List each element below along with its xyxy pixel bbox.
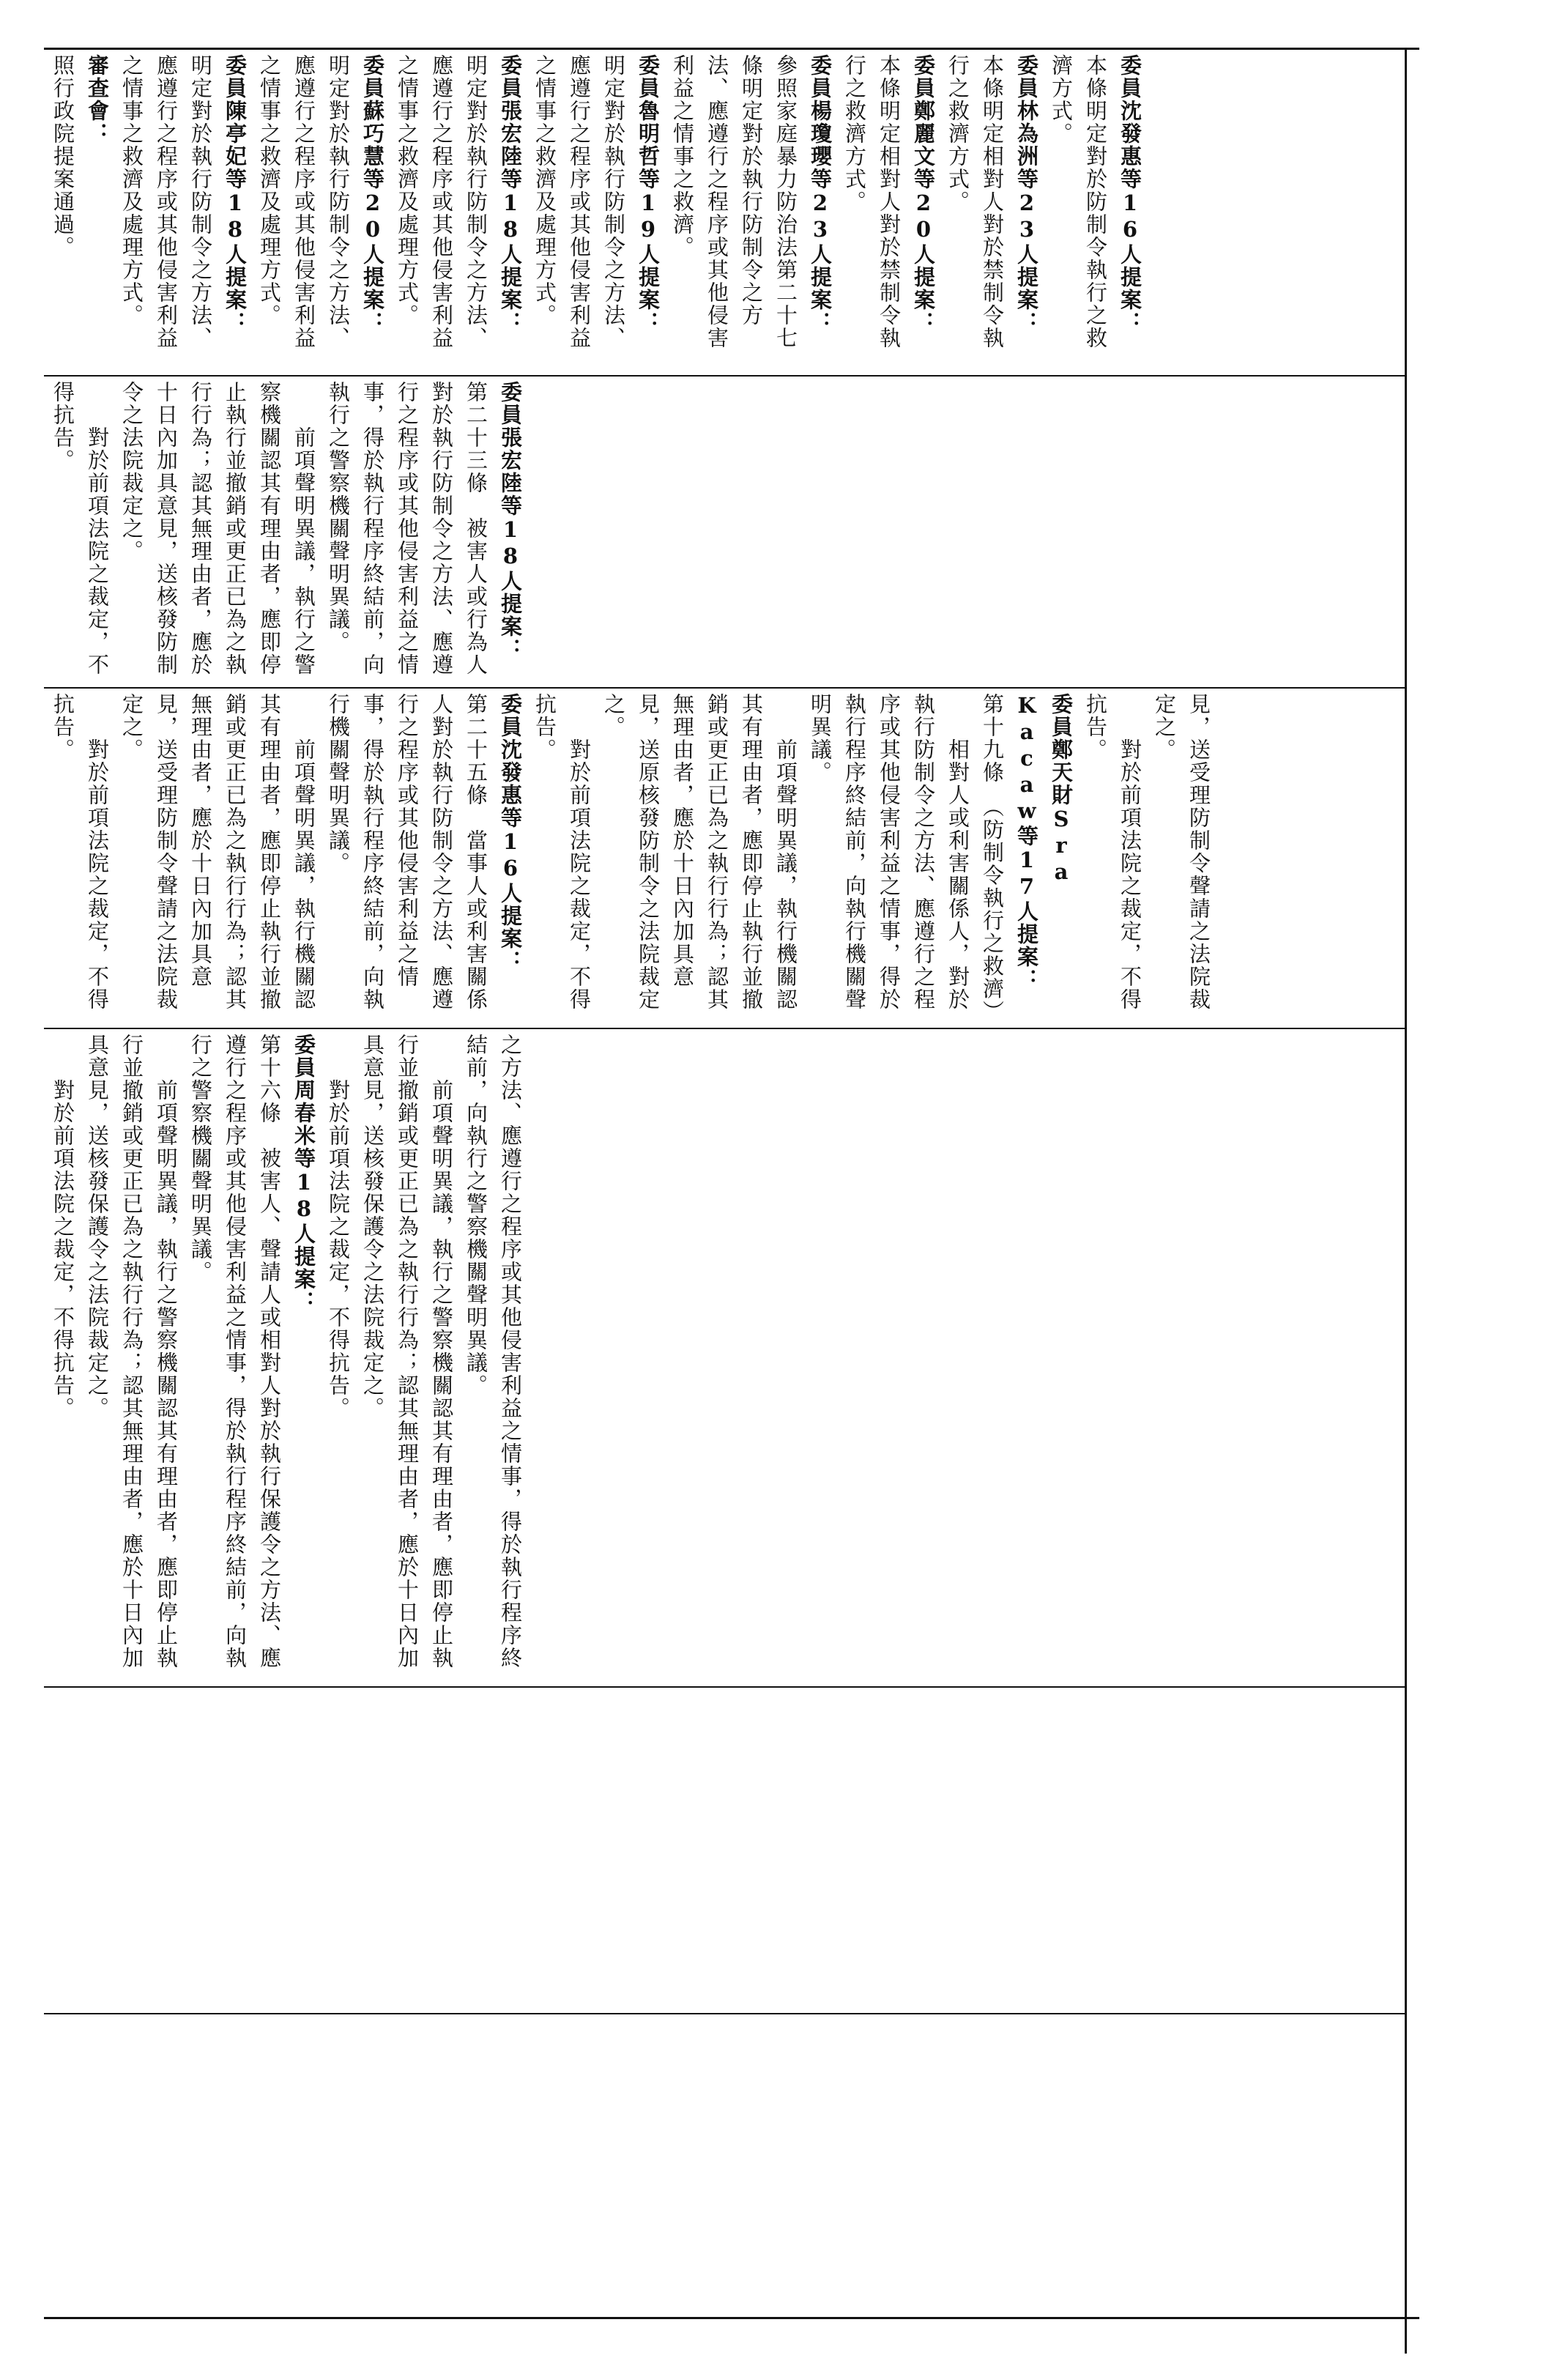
- clause-text: [80, 1034, 183, 1682]
- paragraph-text: 相對人或利害關係人，對於執行防制令之方法、應遵行之程序或其他侵害利益之情事，得於執行程序終結前，向執行機關聲明異議。: [808, 693, 970, 1011]
- table-bottom-rule: [44, 2317, 1419, 2319]
- row-divider-4: [44, 1686, 1406, 1688]
- proposal-text-zhang: [45, 381, 527, 683]
- proposer-heading: [1009, 693, 1078, 1024]
- paragraph-text: 參照家庭暴力防治法第二十七條明定對於執行防制令之方法、應遵行之程序或其他侵害利益之情事之救濟。: [670, 54, 798, 349]
- proposer-label: 委員陳亭妃等18人提案：: [223, 54, 248, 334]
- proposer-heading: [355, 54, 390, 369]
- row-divider-5: [44, 2013, 1406, 2014]
- clause-text: [45, 54, 80, 369]
- proposer-heading: [803, 54, 837, 369]
- clause-text: [45, 1034, 80, 1682]
- paragraph-text: 對於前項法院之裁定，不得抗告。: [326, 1034, 351, 1420]
- table-right-rule: [1405, 48, 1407, 2354]
- clause-text: [527, 693, 596, 1024]
- paragraph-text: 第十九條 （防制令執行之救濟）: [980, 693, 1005, 1023]
- proposer-heading: [1112, 54, 1147, 369]
- proposer-label: 委員沈發惠等16人提案：: [1118, 54, 1142, 334]
- proposer-heading: [1009, 54, 1044, 369]
- proposer-heading: [631, 54, 665, 369]
- clause-text: [355, 1034, 458, 1682]
- clause-text: [837, 54, 906, 369]
- proposer-heading: [286, 1034, 321, 1682]
- paragraph-text: 明定對於執行防制令之方法、應遵行之程序或其他侵害利益之情事之救濟及處理方式。: [119, 54, 213, 349]
- proposer-heading: [493, 54, 527, 369]
- proposer-label: 委員沈發惠等16人提案：: [498, 693, 523, 973]
- paragraph-text: 照行政院提案通過。: [51, 54, 75, 259]
- proposer-heading: [218, 54, 252, 369]
- proposer-label: 委員張宏陸等18人提案：: [498, 381, 523, 661]
- paragraph-text: 明定對於執行防制令之方法、應遵行之程序或其他侵害利益之情事之救濟及處理方式。: [532, 54, 626, 349]
- paragraph-text: 前項聲明異議，執行之警察機關認其有理由者，應即停止執行並撤銷或更正已為之執行行為；認其無理由者，應於十日內加具意見，送核發保護令之法院裁定之。: [360, 1034, 454, 1669]
- clause-text: [114, 693, 321, 1024]
- clause-text: [114, 54, 218, 369]
- paragraph-text: 本條明定相對人對於禁制令執行之救濟方式。: [842, 54, 902, 349]
- paragraph-text: 第十六條 被害人、聲請人或相對人對於執行保護令之方法、應遵行之程序或其他侵害利益之情事，得於執行程序終結前，向執行之警察機關聲明異議。: [188, 1034, 282, 1669]
- paragraph-text: 對於前項法院之裁定，不得抗告。: [51, 693, 110, 1011]
- empty-cell-2: [45, 2019, 1400, 2312]
- proposal-cell-cheng-shen: [45, 693, 1400, 1024]
- clause-text: [45, 693, 114, 1024]
- proposer-label: 委員張宏陸等18人提案：: [498, 54, 523, 334]
- proposer-label: 委員楊瓊瓔等23人提案：: [808, 54, 833, 334]
- clause-text: [321, 381, 493, 683]
- paragraph-text: 本條明定對於防制令執行之救濟方式。: [1049, 54, 1108, 349]
- proposer-label: 委員鄭天財Sra Kacaw等17人提案：: [1014, 693, 1074, 991]
- explanation-text: [45, 54, 1147, 369]
- paragraph-text: 明定對於執行防制令之方法、應遵行之程序或其他侵害利益之情事之救濟及處理方式。: [395, 54, 488, 349]
- clause-text: [803, 693, 975, 1024]
- proposer-label: 委員魯明哲等19人提案：: [636, 54, 661, 334]
- paragraph-text: 前項聲明異議，執行之警察機關認其有理由者，應即停止執行並撤銷或更正已為之執行行為；認其無理由者，應於十日內加具意見，送核發保護令之法院裁定之。: [85, 1034, 179, 1669]
- row-divider-1: [44, 375, 1406, 377]
- proposer-heading: [80, 54, 114, 369]
- clause-text: [252, 54, 355, 369]
- clause-text: [458, 1034, 527, 1682]
- proposal-cell-zhang: [45, 381, 1400, 683]
- paragraph-text: 第二十五條 當事人或利害關係人對於執行防制令之方法、應遵行之程序或其他侵害利益之情事，得於執行程序終結前，向執行機關聲明異議。: [326, 693, 488, 1011]
- proposer-label: 審查會：: [85, 54, 110, 145]
- proposer-heading: [906, 54, 940, 369]
- clause-text: [527, 54, 631, 369]
- paragraph-text: 對於前項法院之裁定，不得抗告。: [532, 693, 592, 1011]
- paragraph-text: 之方法、應遵行之程序或其他侵害利益之情事，得於執行程序終結前，向執行之警察機關聲明異議。: [464, 1034, 523, 1669]
- table-top-rule: [44, 48, 1419, 50]
- proposer-label: 委員鄭麗文等20人提案：: [911, 54, 936, 334]
- explanation-cell: [45, 54, 1400, 369]
- paragraph-text: 見，送受理防制令聲請之法院裁定之。: [1152, 693, 1211, 1011]
- paragraph-text: 對於前項法院之裁定，不得抗告。: [1083, 693, 1142, 1011]
- paragraph-text: 對於前項法院之裁定，不得抗告。: [51, 381, 110, 676]
- clause-text: [1147, 693, 1216, 1024]
- paragraph-text: 前項聲明異議，執行之警察機關認其有理由者，應即停止執行並撤銷或更正已為之執行行為；認其無理由者，應於十日內加具意見，送核發防制令之法院裁定之。: [119, 381, 316, 676]
- clause-text: [45, 381, 114, 683]
- paragraph-text: 第二十三條 被害人或行為人對於執行防制令之方法、應遵行之程序或其他侵害利益之情事，得於執行程序終結前，向執行之警察機關聲明異議。: [326, 381, 488, 676]
- clause-text: [114, 381, 321, 683]
- paragraph-text: 明定對於執行防制令之方法、應遵行之程序或其他侵害利益之情事之救濟及處理方式。: [257, 54, 351, 349]
- clause-text: [1044, 54, 1112, 369]
- proposer-label: 委員蘇巧慧等20人提案：: [360, 54, 385, 334]
- proposer-label: 委員周春米等18人提案：: [291, 1034, 316, 1313]
- clause-text: [975, 693, 1009, 1024]
- paragraph-text: 前項聲明異議，執行機關認其有理由者，應即停止執行並撤銷或更正已為之執行行為；認其無理由者，應於十日內加具意見，送受理防制令聲請之法院裁定之。: [119, 693, 316, 1011]
- row-divider-3: [44, 1028, 1406, 1029]
- clause-text: [665, 54, 803, 369]
- proposal-text-zhou: [45, 1034, 527, 1682]
- clause-text: [183, 1034, 286, 1682]
- proposal-text-cheng-shen: [45, 693, 1216, 1024]
- clause-text: [390, 54, 493, 369]
- paragraph-text: 本條明定相對人對於禁制令執行之救濟方式。: [945, 54, 1005, 349]
- clause-text: [940, 54, 1009, 369]
- row-divider-2: [44, 687, 1406, 689]
- clause-text: [321, 1034, 355, 1682]
- proposer-heading: [493, 693, 527, 1024]
- clause-text: [596, 693, 803, 1024]
- clause-text: [321, 693, 493, 1024]
- proposer-label: 委員林為洲等23人提案：: [1014, 54, 1039, 334]
- proposer-heading: [493, 381, 527, 683]
- paragraph-text: 前項聲明異議，執行機關認其有理由者，應即停止執行並撤銷或更正已為之執行行為；認其無理由者，應於十日內加具意見，送原核發防制令之法院裁定之。: [601, 693, 798, 1011]
- clause-text: [1078, 693, 1147, 1024]
- proposal-cell-zhou: [45, 1034, 1400, 1682]
- paragraph-text: 對於前項法院之裁定，不得抗告。: [51, 1034, 75, 1420]
- empty-cell-1: [45, 1692, 1400, 2009]
